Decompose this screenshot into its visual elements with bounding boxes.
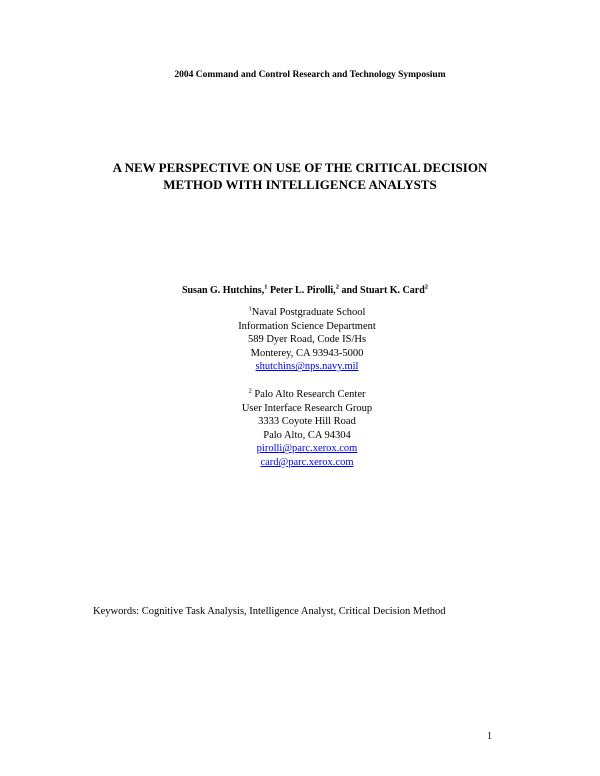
- affiliation-institution: [14, 306, 600, 320]
- affiliation-block-1: [0, 306, 600, 374]
- author-affiliation-marker: 1: [264, 283, 268, 291]
- page-number: 1: [487, 731, 492, 742]
- affiliation-city: Monterey, CA 93943-5000: [250, 347, 364, 359]
- affiliation-address: 589 Dyer Road, Code IS/Hs: [247, 334, 367, 346]
- affiliation-marker: 2: [248, 387, 252, 395]
- affiliation-institution: [14, 388, 600, 402]
- affiliation-marker: 1: [248, 305, 252, 313]
- author-name: Susan G. Hutchins,: [181, 285, 265, 296]
- paper-title: [0, 159, 600, 193]
- institution-name: Palo Alto Research Center: [251, 389, 366, 400]
- affiliation-address: 3333 Coyote Hill Road: [258, 416, 356, 428]
- paper-title-line-2: METHOD WITH INTELLIGENCE ANALYSTS: [163, 177, 437, 192]
- author-name: Peter L. Pirolli,: [267, 285, 336, 296]
- keywords-line: Keywords: Cognitive Task Analysis, Intelligence Analyst, Critical Decision Method: [93, 606, 446, 617]
- email-link[interactable]: pirolli@parc.xerox.com: [256, 443, 358, 455]
- affiliation-department: User Interface Research Group: [241, 402, 373, 414]
- author-affiliation-marker: 2: [335, 283, 339, 291]
- paper-title-line-1: A NEW PERSPECTIVE ON USE OF THE CRITICAL DECISION: [112, 160, 488, 175]
- email-link[interactable]: card@parc.xerox.com: [260, 456, 354, 468]
- author-affiliation-marker: 2: [424, 283, 429, 291]
- institution-name: Naval Postgraduate School: [251, 307, 366, 318]
- email-link[interactable]: shutchins@nps.navy.mil: [255, 361, 359, 373]
- author-name: and Stuart K. Card: [338, 285, 425, 296]
- affiliation-city: Palo Alto, CA 94304: [263, 429, 351, 441]
- affiliation-block-2: [0, 388, 600, 470]
- symposium-header: 2004 Command and Control Research and Technology Symposium: [174, 70, 446, 80]
- affiliation-department: Information Science Department: [238, 320, 376, 332]
- author-list: [0, 285, 600, 296]
